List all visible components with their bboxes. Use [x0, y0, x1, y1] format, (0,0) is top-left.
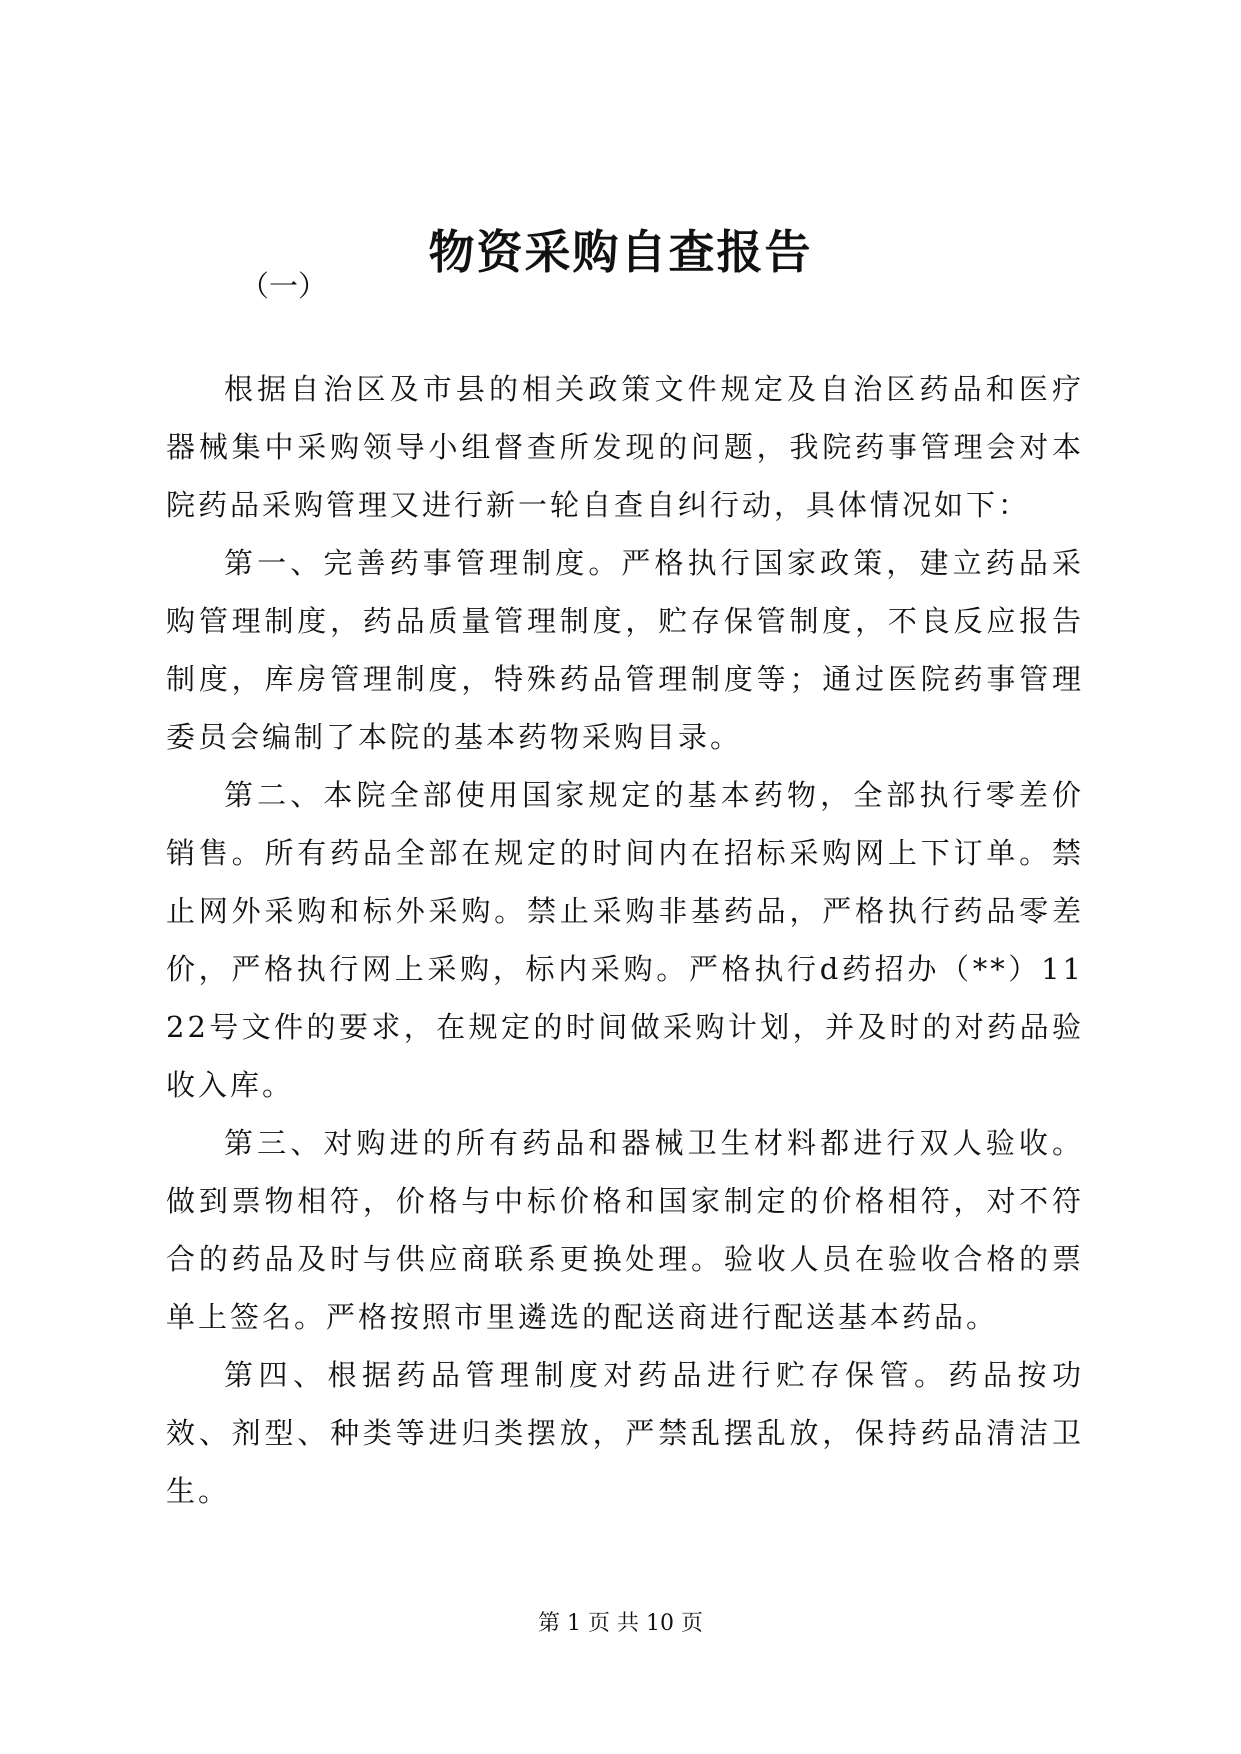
document-title: 物资采购自查报告: [428, 225, 813, 279]
paragraph-intro: 根据自治区及市县的相关政策文件规定及自治区药品和医疗器械集中采购领导小组督查所发现的问题，我院药事管理会对本院药品采购管理又进行新一轮自查自纠行动，具体情况如下：: [166, 372, 1084, 522]
page-number-footer: 第 1 页 共 10 页: [538, 1611, 703, 1636]
paragraph-third: 第三、对购进的所有药品和器械卫生材料都进行双人验收。做到票物相符，价格与中标价格和国家制定的价格相符，对不符合的药品及时与供应商联系更换处理。验收人员在验收合格的票单上签名。严格按照市里遴选的配送商进行配送基本药品。: [166, 1126, 1084, 1334]
paragraph-fourth: 第四、根据药品管理制度对药品进行贮存保管。药品按功效、剂型、种类等进归类摆放，严禁乱摆乱放，保持药品清洁卫生。: [166, 1358, 1084, 1508]
paragraph-first: 第一、完善药事管理制度。严格执行国家政策，建立药品采购管理制度，药品质量管理制度，贮存保管制度，不良反应报告制度，库房管理制度，特殊药品管理制度等；通过医院药事管理委员会编制了本院的基本药物采购目录。: [166, 546, 1084, 754]
paragraph-second: 第二、本院全部使用国家规定的基本药物，全部执行零差价销售。所有药品全部在规定的时间内在招标采购网上下订单。禁止网外采购和标外采购。禁止采购非基药品，严格执行药品零差价，严格执行网上采购，标内采购。严格执行d药招办（**）1122号文件的要求，在规定的时间做采购计划，并及时的对药品验收入库。: [166, 778, 1084, 1102]
document-body: [166, 360, 1084, 1520]
section-number: （一）: [240, 269, 328, 303]
